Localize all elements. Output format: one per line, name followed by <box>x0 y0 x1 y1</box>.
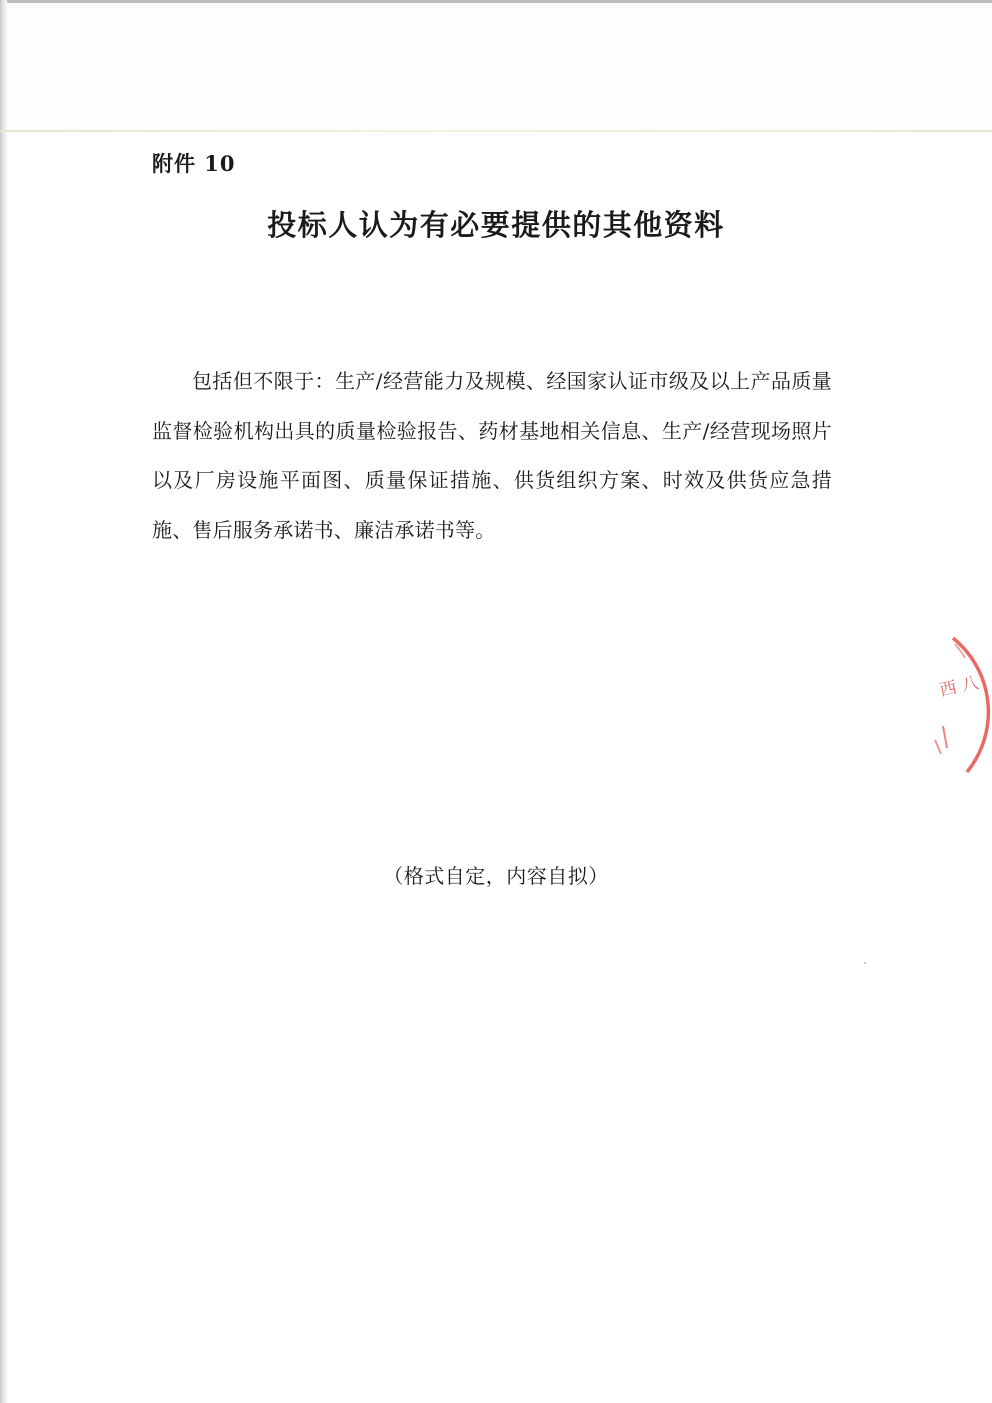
scan-top-edge <box>0 0 992 3</box>
page-fold-line <box>0 130 992 132</box>
format-note: （格式自定，内容自拟） <box>383 864 609 888</box>
attachment-label: 附件 10 <box>152 151 236 176</box>
page-header-area <box>7 3 992 130</box>
scan-speck <box>864 962 866 964</box>
official-seal-icon <box>905 630 992 780</box>
body-paragraph: 包括但不限于：生产/经营能力及规模、经国家认证市级及以上产品质量监督检验机构出具的质量检验报告、药材基地相关信息、生产/经营现场照片以及厂房设施平面图、质量保证措施、供货组织方案、时效及供货应急措施、售后服务承诺书、廉洁承诺书等。 <box>152 369 832 542</box>
document-title: 投标人认为有必要提供的其他资料 <box>267 208 725 242</box>
seal-fragment-text: 西 八 <box>937 673 981 701</box>
